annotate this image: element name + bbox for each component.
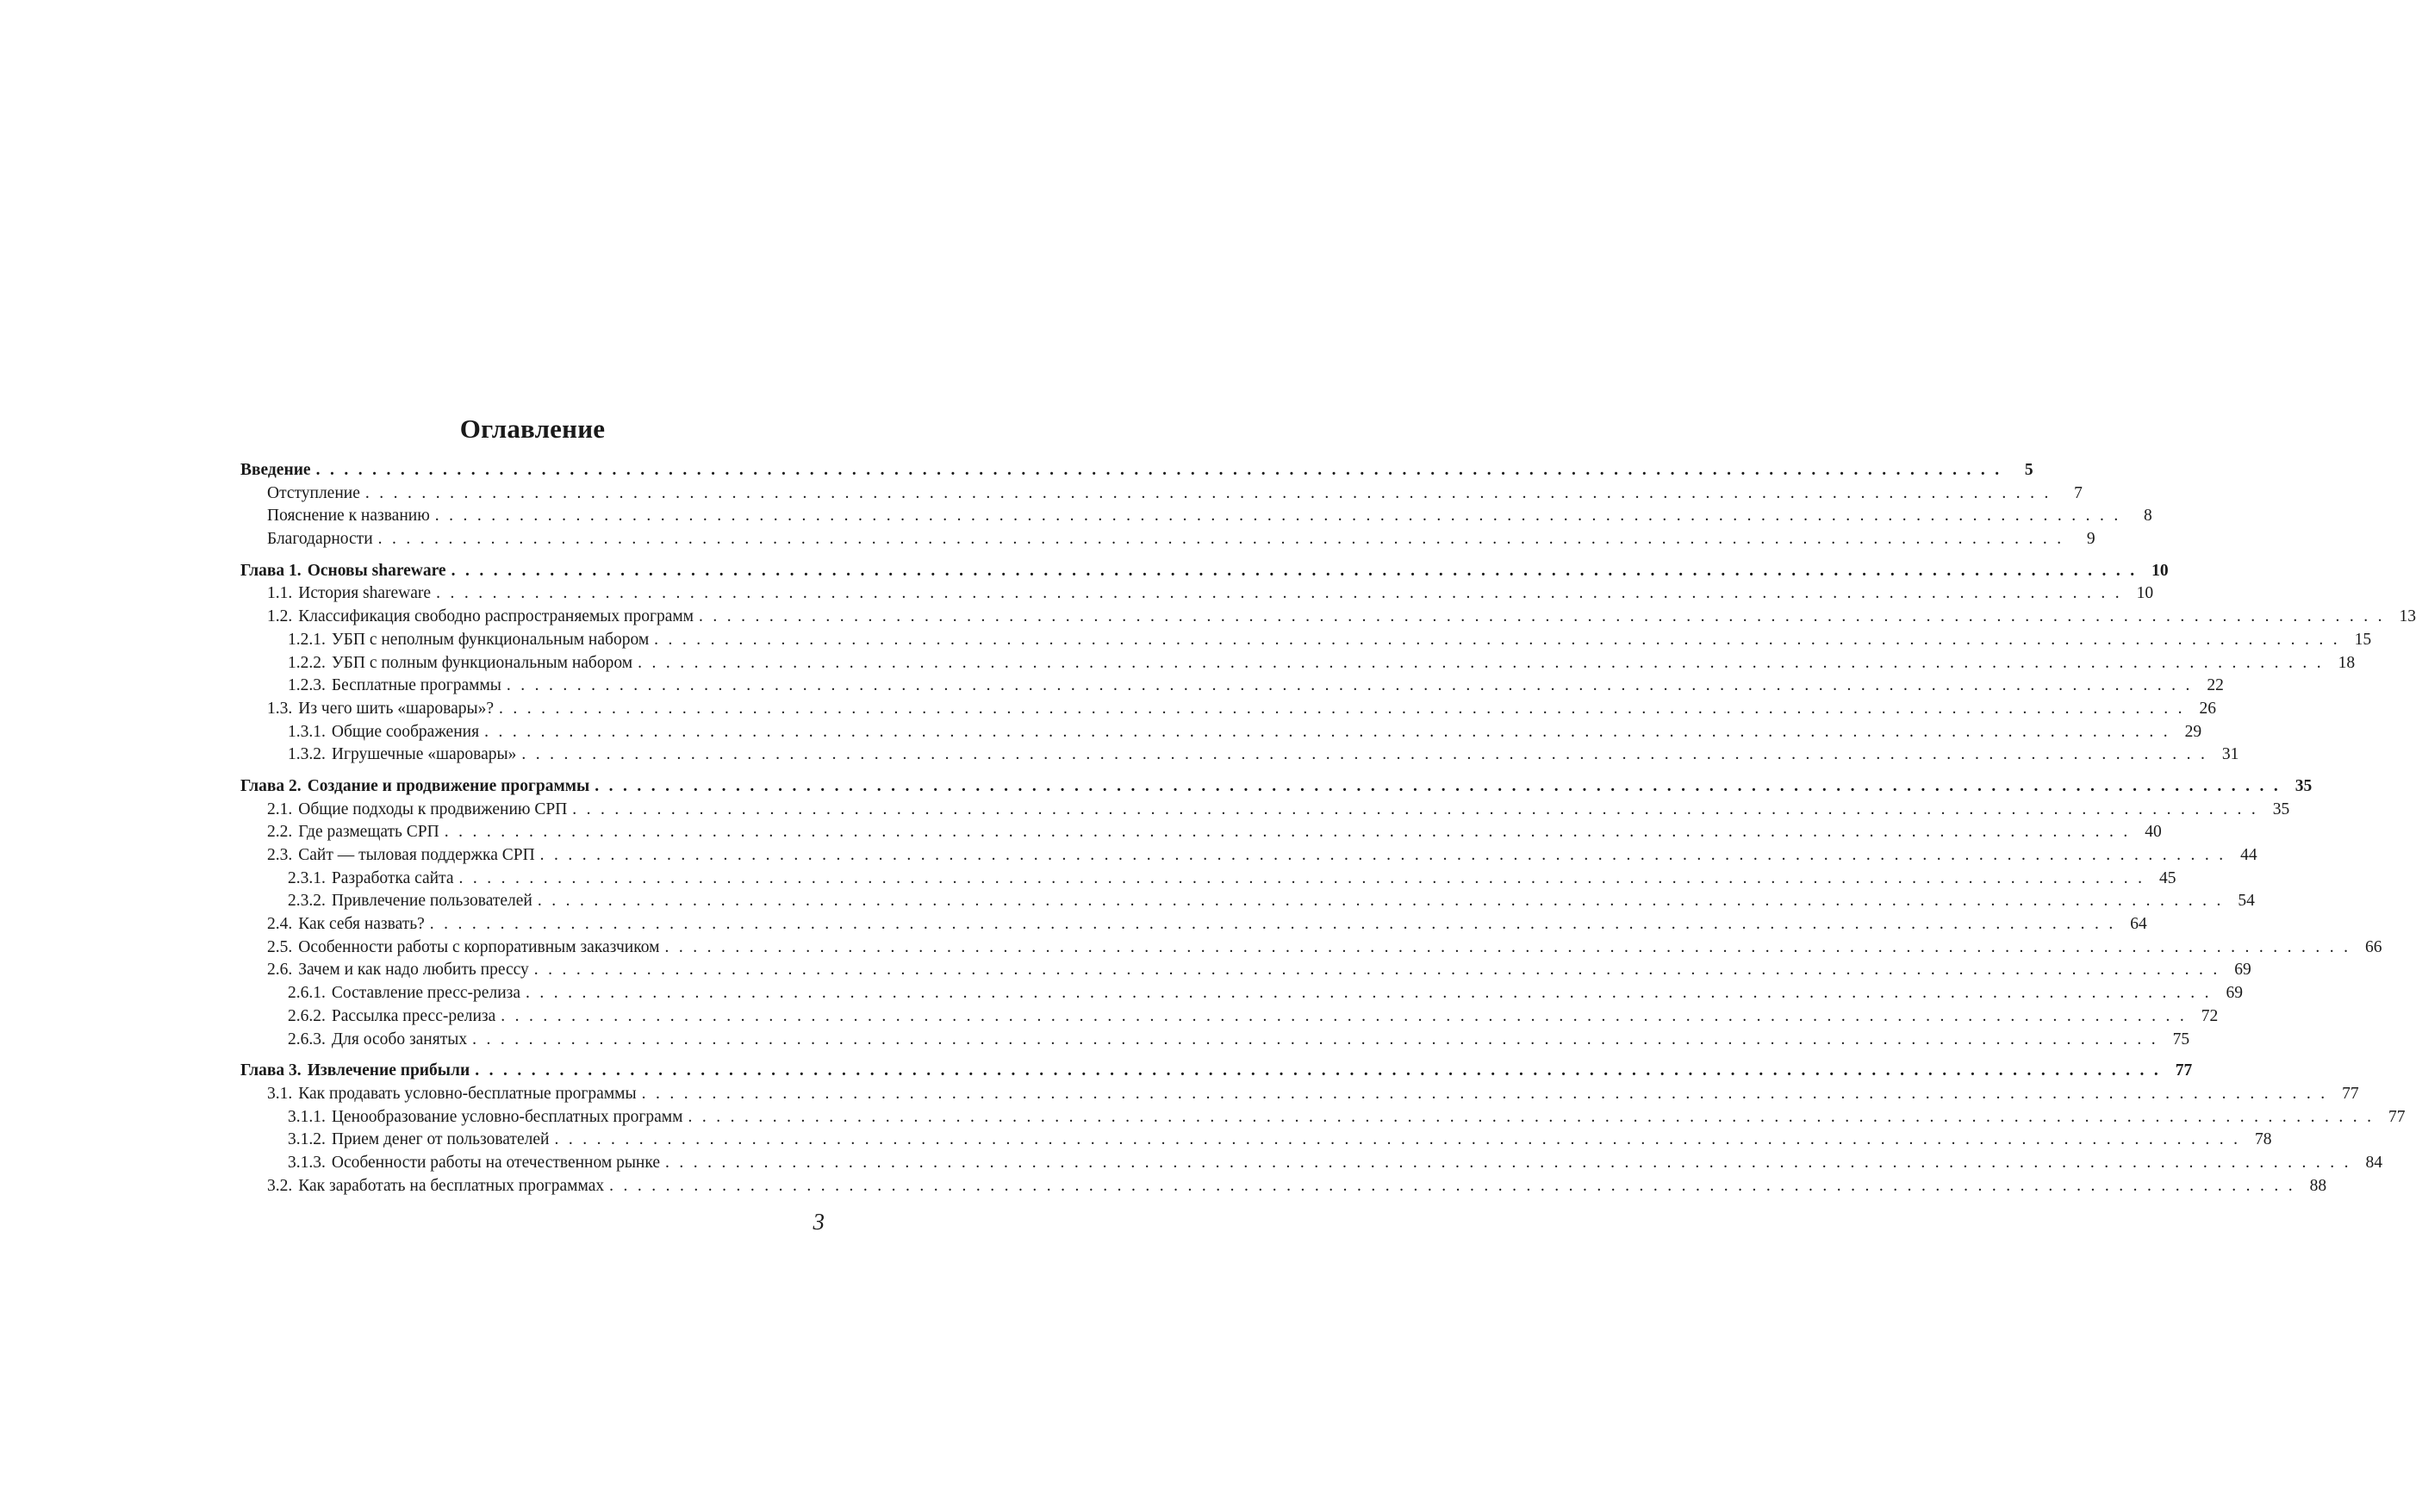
- toc-entry-page: 5: [2024, 461, 2033, 479]
- dot-leader: ........................................................................................................................: [539, 846, 2233, 864]
- toc-entry-number: 3.1.: [267, 1084, 293, 1103]
- toc-entry-title: Пояснение к названию: [267, 507, 430, 526]
- toc-entry: [240, 629, 2372, 652]
- toc-entry: [240, 459, 2033, 482]
- toc-entry-page: 26: [2199, 699, 2217, 718]
- toc-entry-number: 2.6.: [267, 961, 293, 980]
- toc-entry: [240, 844, 2257, 868]
- toc-entry-number: 2.3.2.: [288, 892, 326, 911]
- toc-entry: [240, 1060, 2193, 1083]
- dot-leader: ........................................................................................................................: [688, 1107, 2382, 1126]
- toc-entry: [240, 505, 2152, 528]
- toc-entry: [240, 1175, 2327, 1198]
- toc-entry-title: Отступление: [267, 483, 360, 502]
- toc-entry-page: 10: [2136, 584, 2154, 603]
- toc-entry: [240, 868, 2176, 891]
- page-title: Оглавление: [459, 414, 606, 444]
- toc-entry-page: 35: [2295, 776, 2313, 795]
- toc-entry-title: Основы shareware: [307, 561, 446, 580]
- toc-entry-number: 1.3.: [267, 699, 293, 718]
- dot-leader: ........................................................................................................................: [451, 561, 2145, 580]
- toc-entry-page: 88: [2309, 1176, 2327, 1195]
- toc-entry: [240, 482, 2083, 506]
- toc-entry-title: Особенности работы с корпоративным заказчиком: [298, 937, 660, 956]
- toc-entry-number: Глава 3.: [240, 1061, 302, 1080]
- dot-leader: ........................................................................................................................: [525, 984, 2219, 1003]
- dot-leader: ........................................................................................................................: [609, 1176, 2303, 1195]
- toc-entry-number: Глава 1.: [240, 561, 302, 580]
- toc-entry-title: Как заработать на бесплатных программах: [298, 1176, 605, 1195]
- toc-entry-page: 31: [2221, 745, 2239, 764]
- toc-entry: [240, 528, 2095, 551]
- toc-entry-page: 44: [2240, 846, 2257, 864]
- dot-leader: ........................................................................................................................: [364, 483, 2058, 502]
- dot-leader: ........................................................................................................................: [595, 776, 2288, 795]
- toc-entry-title: Создание и продвижение программы: [307, 776, 590, 795]
- toc-entry-title: Составление пресс-релиза: [331, 984, 520, 1003]
- dot-leader: ........................................................................................................................: [484, 722, 2178, 741]
- toc-entry-page: 13: [2399, 607, 2416, 626]
- toc-entry: [240, 744, 2239, 767]
- toc-entry-page: 64: [2130, 915, 2147, 934]
- toc-entry-title: Игрушечные «шаровары»: [331, 745, 517, 764]
- toc-entry-page: 72: [2201, 1006, 2219, 1025]
- toc-entry-number: Глава 2.: [240, 776, 302, 795]
- toc-entry-page: 10: [2151, 561, 2169, 580]
- toc-entry-number: 3.1.1.: [288, 1107, 326, 1126]
- toc-entry-title: История shareware: [298, 584, 432, 603]
- toc-entry-title: Общие подходы к продвижению СРП: [298, 800, 568, 818]
- toc-entry-page: 77: [2175, 1061, 2193, 1080]
- toc-entry-title: Особенности работы на отечественном рынке: [331, 1153, 661, 1172]
- toc-entry: [240, 959, 2251, 982]
- toc-entry-page: 54: [2238, 892, 2255, 911]
- toc-entry: [240, 799, 2290, 822]
- toc-entry-number: 2.2.: [267, 823, 293, 842]
- toc-entry-page: 66: [2364, 937, 2382, 956]
- dot-leader: ........................................................................................................................: [638, 653, 2332, 672]
- toc-entry: [240, 1083, 2359, 1106]
- toc-entry: [240, 775, 2313, 799]
- toc-entry-page: 22: [2207, 676, 2224, 695]
- toc-entry-page: 29: [2184, 722, 2202, 741]
- dot-leader: ........................................................................................................................: [554, 1130, 2248, 1149]
- toc-entry-number: 2.3.: [267, 846, 293, 864]
- toc-entry-number: 2.4.: [267, 915, 293, 934]
- toc-entry-number: 2.3.1.: [288, 868, 326, 887]
- toc-entry: [240, 890, 2255, 913]
- dot-leader: ........................................................................................................................: [521, 745, 2215, 764]
- toc-entry-title: УБП с полным функциональным набором: [331, 653, 633, 672]
- page-number: 3: [813, 1209, 825, 1235]
- toc-entry-page: 45: [2159, 868, 2176, 887]
- book-page: [240, 0, 2416, 1512]
- toc-entry-page: 8: [2144, 507, 2152, 526]
- toc-entry-title: Ценообразование условно-бесплатных программ: [331, 1107, 683, 1126]
- toc-entry-page: 75: [2172, 1030, 2190, 1048]
- toc-entry: [240, 560, 2169, 583]
- toc-entry-title: Из чего шить «шаровары»?: [298, 699, 495, 718]
- toc-entry-title: Бесплатные программы: [331, 676, 501, 695]
- dot-leader: ........................................................................................................................: [699, 607, 2393, 626]
- dot-leader: ........................................................................................................................: [641, 1084, 2335, 1103]
- toc-entry-page: 69: [2234, 961, 2251, 980]
- toc-entry-title: Привлечение пользователей: [331, 892, 532, 911]
- toc-entry: [240, 652, 2356, 675]
- dot-leader: ........................................................................................................................: [429, 915, 2123, 934]
- toc-entry-number: 3.1.2.: [288, 1130, 326, 1149]
- toc-entry-page: 40: [2145, 823, 2162, 842]
- toc-entry-page: 9: [2086, 530, 2095, 549]
- toc-entry: [240, 582, 2154, 606]
- dot-leader: ........................................................................................................................: [377, 530, 2071, 549]
- toc-entry-number: 2.6.3.: [288, 1030, 326, 1048]
- toc-entry-title: Общие соображения: [331, 722, 480, 741]
- toc-entry: [240, 1152, 2383, 1175]
- dot-leader: ........................................................................................................................: [434, 507, 2128, 526]
- table-of-contents: [240, 459, 2416, 1198]
- dot-leader: ........................................................................................................................: [533, 961, 2227, 980]
- toc-entry: [240, 936, 2382, 960]
- toc-entry-number: 2.6.2.: [288, 1006, 326, 1025]
- toc-entry: [240, 698, 2217, 721]
- toc-entry-title: Благодарности: [267, 530, 373, 549]
- toc-entry-page: 69: [2226, 984, 2243, 1003]
- dot-leader: ........................................................................................................................: [475, 1061, 2169, 1080]
- toc-entry-title: Как себя назвать?: [298, 915, 425, 934]
- toc-entry-number: 1.3.1.: [288, 722, 326, 741]
- toc-entry: [240, 675, 2224, 698]
- dot-leader: ........................................................................................................................: [665, 1153, 2359, 1172]
- toc-entry-title: Зачем и как надо любить прессу: [298, 961, 529, 980]
- toc-entry: [240, 1129, 2272, 1152]
- dot-leader: ........................................................................................................................: [654, 630, 2348, 649]
- toc-entry-number: 1.2.2.: [288, 653, 326, 672]
- toc-entry-title: Для особо занятых: [331, 1030, 468, 1048]
- toc-entry: [240, 1106, 2406, 1129]
- toc-entry-page: 18: [2338, 653, 2356, 672]
- toc-entry-title: Рассылка пресс-релиза: [331, 1006, 496, 1025]
- toc-entry-number: 1.3.2.: [288, 745, 326, 764]
- toc-entry: [240, 913, 2147, 936]
- toc-entry-number: 1.2.: [267, 607, 293, 626]
- dot-leader: ........................................................................................................................: [537, 892, 2231, 911]
- toc-entry-title: Введение: [240, 461, 311, 479]
- toc-entry-page: 35: [2272, 800, 2290, 818]
- toc-entry-title: Сайт — тыловая поддержка СРП: [298, 846, 535, 864]
- toc-entry-title: Разработка сайта: [331, 868, 454, 887]
- toc-entry-number: 2.1.: [267, 800, 293, 818]
- dot-leader: ........................................................................................................................: [664, 937, 2358, 956]
- toc-entry-page: 77: [2388, 1107, 2406, 1126]
- toc-entry-title: Как продавать условно-бесплатные программы: [298, 1084, 637, 1103]
- dot-leader: ........................................................................................................................: [501, 1006, 2195, 1025]
- dot-leader: ........................................................................................................................: [444, 823, 2138, 842]
- toc-entry-title: Классификация свободно распространяемых программ: [298, 607, 694, 626]
- toc-entry-page: 78: [2254, 1130, 2272, 1149]
- toc-entry: [240, 1029, 2190, 1052]
- toc-entry-title: Где размещать СРП: [298, 823, 439, 842]
- dot-leader: ........................................................................................................................: [506, 676, 2200, 695]
- dot-leader: ........................................................................................................................: [572, 800, 2266, 818]
- toc-entry-number: 1.2.3.: [288, 676, 326, 695]
- dot-leader: ........................................................................................................................: [499, 699, 2193, 718]
- toc-entry-page: 77: [2342, 1084, 2359, 1103]
- toc-entry: [240, 982, 2243, 1005]
- dot-leader: ........................................................................................................................: [315, 461, 2009, 479]
- toc-entry-page: 84: [2365, 1153, 2383, 1172]
- toc-entry-page: 7: [2074, 483, 2083, 502]
- toc-entry-number: 2.6.1.: [288, 984, 326, 1003]
- toc-entry-title: УБП с неполным функциональным набором: [331, 630, 650, 649]
- dot-leader: ........................................................................................................................: [458, 868, 2152, 887]
- toc-entry-number: 2.5.: [267, 937, 293, 956]
- toc-entry-number: 3.1.3.: [288, 1153, 326, 1172]
- toc-entry-number: 1.1.: [267, 584, 293, 603]
- dot-leader: ........................................................................................................................: [472, 1030, 2166, 1048]
- toc-entry-title: Прием денег от пользователей: [331, 1130, 550, 1149]
- dot-leader: ........................................................................................................................: [436, 584, 2130, 603]
- toc-entry: [240, 606, 2416, 629]
- toc-entry: [240, 821, 2162, 844]
- toc-entry-number: 3.2.: [267, 1176, 293, 1195]
- toc-entry: [240, 1005, 2219, 1029]
- toc-entry: [240, 721, 2202, 744]
- toc-entry-number: 1.2.1.: [288, 630, 326, 649]
- toc-entry-page: 15: [2354, 630, 2372, 649]
- toc-entry-title: Извлечение прибыли: [307, 1061, 470, 1080]
